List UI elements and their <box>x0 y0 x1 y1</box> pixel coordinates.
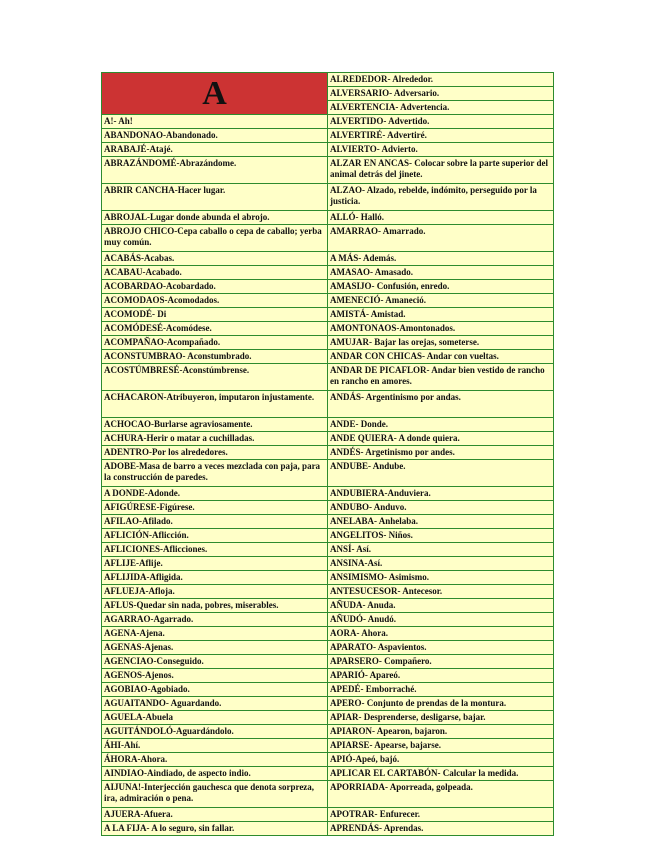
table-row <box>102 739 554 753</box>
entry-right: AMASIJO- Confusión, enredo. <box>328 280 554 294</box>
entry-left: AGOBIAO-Agobiado. <box>102 683 328 697</box>
entry-left: AFLUEJA-Afloja. <box>102 585 328 599</box>
entry-right: AMUJAR- Bajar las orejas, someterse. <box>328 336 554 350</box>
entry-right: AMASAO- Amasado. <box>328 266 554 280</box>
entry-left: ACHOCAO-Burlarse agraviosamente. <box>102 418 328 432</box>
entry-left: ABRAZÁNDOMÉ-Abrazándome. <box>102 157 328 184</box>
entry-right: ANELABA- Anhelaba. <box>328 515 554 529</box>
entry-left: AGENCIAO-Conseguido. <box>102 655 328 669</box>
table-row <box>102 655 554 669</box>
entry-right: ANSÍ- Así. <box>328 543 554 557</box>
table-row <box>102 211 554 225</box>
entry-right: ALREDEDOR- Alrededor. <box>328 73 554 87</box>
entry-left: ÁHI-Ahí. <box>102 739 328 753</box>
entry-right: ANDE QUIERA- A donde quiera. <box>328 432 554 446</box>
entry-left: AJUERA-Afuera. <box>102 808 328 822</box>
entry-left: ACHACARON-Atribuyeron, imputaron injustamente. <box>102 391 328 418</box>
entry-right: ALZAR EN ANCAS- Colocar sobre la parte superior del animal detrás del jinete. <box>328 157 554 184</box>
entry-left: AGENOS-Ajenos. <box>102 669 328 683</box>
table-row <box>102 391 554 418</box>
glossary-table <box>101 72 554 836</box>
entry-right: ANSIMISMO- Asimismo. <box>328 571 554 585</box>
entry-left: AGUITÁNDOLÓ-Aguardándolo. <box>102 725 328 739</box>
entry-right: ALVERTENCIA- Advertencia. <box>328 101 554 115</box>
table-row <box>102 515 554 529</box>
entry-left: ACOMPAÑAO-Acompañado. <box>102 336 328 350</box>
entry-right: APARATO- Aspavientos. <box>328 641 554 655</box>
entry-left: AFLICIONES-Aflicciones. <box>102 543 328 557</box>
table-row <box>102 460 554 487</box>
entry-right: AÑUDÓ- Anudó. <box>328 613 554 627</box>
entry-left: ACOMODAOS-Acomodados. <box>102 294 328 308</box>
entry-left: AFIGÚRESE-Figúrese. <box>102 501 328 515</box>
entry-left: ACONSTUMBRAO- Aconstumbrado. <box>102 350 328 364</box>
entry-left: AFILAO-Afilado. <box>102 515 328 529</box>
entry-right: ALVERSARIO- Adversario. <box>328 87 554 101</box>
entry-right: APIARSE- Apearse, bajarse. <box>328 739 554 753</box>
entry-right: ANGELITOS- Niños. <box>328 529 554 543</box>
table-row <box>102 641 554 655</box>
entry-right: AMONTONAOS-Amontonados. <box>328 322 554 336</box>
entry-right: AMARRAO- Amarrado. <box>328 225 554 252</box>
header-row <box>102 73 554 87</box>
entry-left: ACHURA-Herir o matar a cuchilladas. <box>102 432 328 446</box>
table-row <box>102 557 554 571</box>
table-row <box>102 529 554 543</box>
entry-left: ABANDONAO-Abandonado. <box>102 129 328 143</box>
entry-right: ANDUBIERA-Anduviera. <box>328 487 554 501</box>
table-row <box>102 350 554 364</box>
entry-right: AORA- Ahora. <box>328 627 554 641</box>
entry-right: APOTRAR- Enfurecer. <box>328 808 554 822</box>
entry-right: AMENECIÓ- Amaneció. <box>328 294 554 308</box>
table-row <box>102 711 554 725</box>
entry-right: APIAR- Desprenderse, desligarse, bajar. <box>328 711 554 725</box>
entry-right: APERO- Conjunto de prendas de la montura. <box>328 697 554 711</box>
entry-right: APORRIADA- Aporreada, golpeada. <box>328 781 554 808</box>
table-row <box>102 266 554 280</box>
entry-left: ACABÁS-Acabas. <box>102 252 328 266</box>
entry-left: ABRIR CANCHA-Hacer lugar. <box>102 184 328 211</box>
table-row <box>102 225 554 252</box>
table-row <box>102 446 554 460</box>
entry-right: ANTESUCESOR- Antecesor. <box>328 585 554 599</box>
entry-left: ACOSTÚMBRESÉ-Aconstúmbrense. <box>102 364 328 391</box>
entry-left: ÁHORA-Ahora. <box>102 753 328 767</box>
glossary-body <box>102 73 554 836</box>
entry-left: AGUAITANDO- Aguardando. <box>102 697 328 711</box>
table-row <box>102 364 554 391</box>
entry-left: AIJUNA!-Interjección gauchesca que denota sorpreza, ira, admiración o pena. <box>102 781 328 808</box>
entry-right: ALZAO- Alzado, rebelde, indómito, perseguido por la justicia. <box>328 184 554 211</box>
table-row <box>102 697 554 711</box>
entry-left: ACOBARDAO-Acobardado. <box>102 280 328 294</box>
entry-right: AMISTÁ- Amistad. <box>328 308 554 322</box>
entry-left: AFLICIÓN-Aflicción. <box>102 529 328 543</box>
entry-left: AGENAS-Ajenas. <box>102 641 328 655</box>
entry-left: ACOMÓDESÉ-Acomódese. <box>102 322 328 336</box>
entry-right: APARSERO- Compañero. <box>328 655 554 669</box>
entry-right: APIARON- Apearon, bajaron. <box>328 725 554 739</box>
table-row <box>102 322 554 336</box>
section-letter: A <box>102 73 328 115</box>
entry-right: APIÓ-Apeó, bajó. <box>328 753 554 767</box>
table-row <box>102 501 554 515</box>
entry-left: AFLUS-Quedar sin nada, pobres, miserables. <box>102 599 328 613</box>
table-row <box>102 683 554 697</box>
table-row <box>102 184 554 211</box>
table-row <box>102 781 554 808</box>
entry-right: ALVERTIRÉ- Advertiré. <box>328 129 554 143</box>
table-row <box>102 585 554 599</box>
entry-left: AGUELA-Abuela <box>102 711 328 725</box>
table-row <box>102 725 554 739</box>
entry-left: AFLIJIDA-Afligida. <box>102 571 328 585</box>
entry-left: AFLIJE-Aflije. <box>102 557 328 571</box>
entry-right: APRENDÁS- Aprendas. <box>328 822 554 836</box>
entry-right: APARIÓ- Apareó. <box>328 669 554 683</box>
entry-right: ANDAR CON CHICAS- Andar con vueltas. <box>328 350 554 364</box>
table-row <box>102 129 554 143</box>
table-row <box>102 143 554 157</box>
entry-right: APLICAR EL CARTABÓN- Calcular la medida. <box>328 767 554 781</box>
entry-right: AÑUDA- Anuda. <box>328 599 554 613</box>
entry-right: ANDUBO- Anduvo. <box>328 501 554 515</box>
table-row <box>102 753 554 767</box>
entry-left: ACOMODÉ- Di <box>102 308 328 322</box>
entry-right: APEDÉ- Emborraché. <box>328 683 554 697</box>
table-row <box>102 294 554 308</box>
entry-left: ABROJAL-Lugar donde abunda el abrojo. <box>102 211 328 225</box>
entry-left: AGARRAO-Agarrado. <box>102 613 328 627</box>
table-row <box>102 418 554 432</box>
entry-left: AINDIAO-Aindiado, de aspecto indio. <box>102 767 328 781</box>
table-row <box>102 613 554 627</box>
entry-right: ALLÓ- Halló. <box>328 211 554 225</box>
table-row <box>102 669 554 683</box>
entry-left: ADOBE-Masa de barro a veces mezclada con paja, para la construcción de paredes. <box>102 460 328 487</box>
table-row <box>102 336 554 350</box>
table-row <box>102 280 554 294</box>
table-row <box>102 115 554 129</box>
table-row <box>102 157 554 184</box>
table-row <box>102 252 554 266</box>
entry-left: ADENTRO-Por los alrededores. <box>102 446 328 460</box>
table-row <box>102 599 554 613</box>
entry-right: ANDE- Donde. <box>328 418 554 432</box>
table-row <box>102 308 554 322</box>
table-row <box>102 543 554 557</box>
table-row <box>102 627 554 641</box>
table-row <box>102 822 554 836</box>
entry-left: ARABAJÉ-Atajé. <box>102 143 328 157</box>
table-row <box>102 767 554 781</box>
table-row <box>102 432 554 446</box>
entry-right: ANDUBE- Andube. <box>328 460 554 487</box>
entry-right: ANDÉS- Argetinismo por andes. <box>328 446 554 460</box>
entry-left: A DONDE-Adonde. <box>102 487 328 501</box>
entry-left: A!- Ah! <box>102 115 328 129</box>
entry-left: ABROJO CHICO-Cepa caballo o cepa de caballo; yerba muy común. <box>102 225 328 252</box>
table-row <box>102 808 554 822</box>
entry-right: A MÁS- Además. <box>328 252 554 266</box>
entry-left: AGENA-Ajena. <box>102 627 328 641</box>
entry-left: ACABAU-Acabado. <box>102 266 328 280</box>
entry-right: ANDAR DE PICAFLOR- Andar bien vestido de rancho en rancho en amores. <box>328 364 554 391</box>
entry-right: ANSINA-Así. <box>328 557 554 571</box>
table-row <box>102 487 554 501</box>
entry-right: ANDÁS- Argentinismo por andas. <box>328 391 554 418</box>
entry-right: ALVIERTO- Advierto. <box>328 143 554 157</box>
entry-left: A LA FIJA- A lo seguro, sin fallar. <box>102 822 328 836</box>
entry-right: ALVERTIDO- Advertido. <box>328 115 554 129</box>
table-row <box>102 571 554 585</box>
